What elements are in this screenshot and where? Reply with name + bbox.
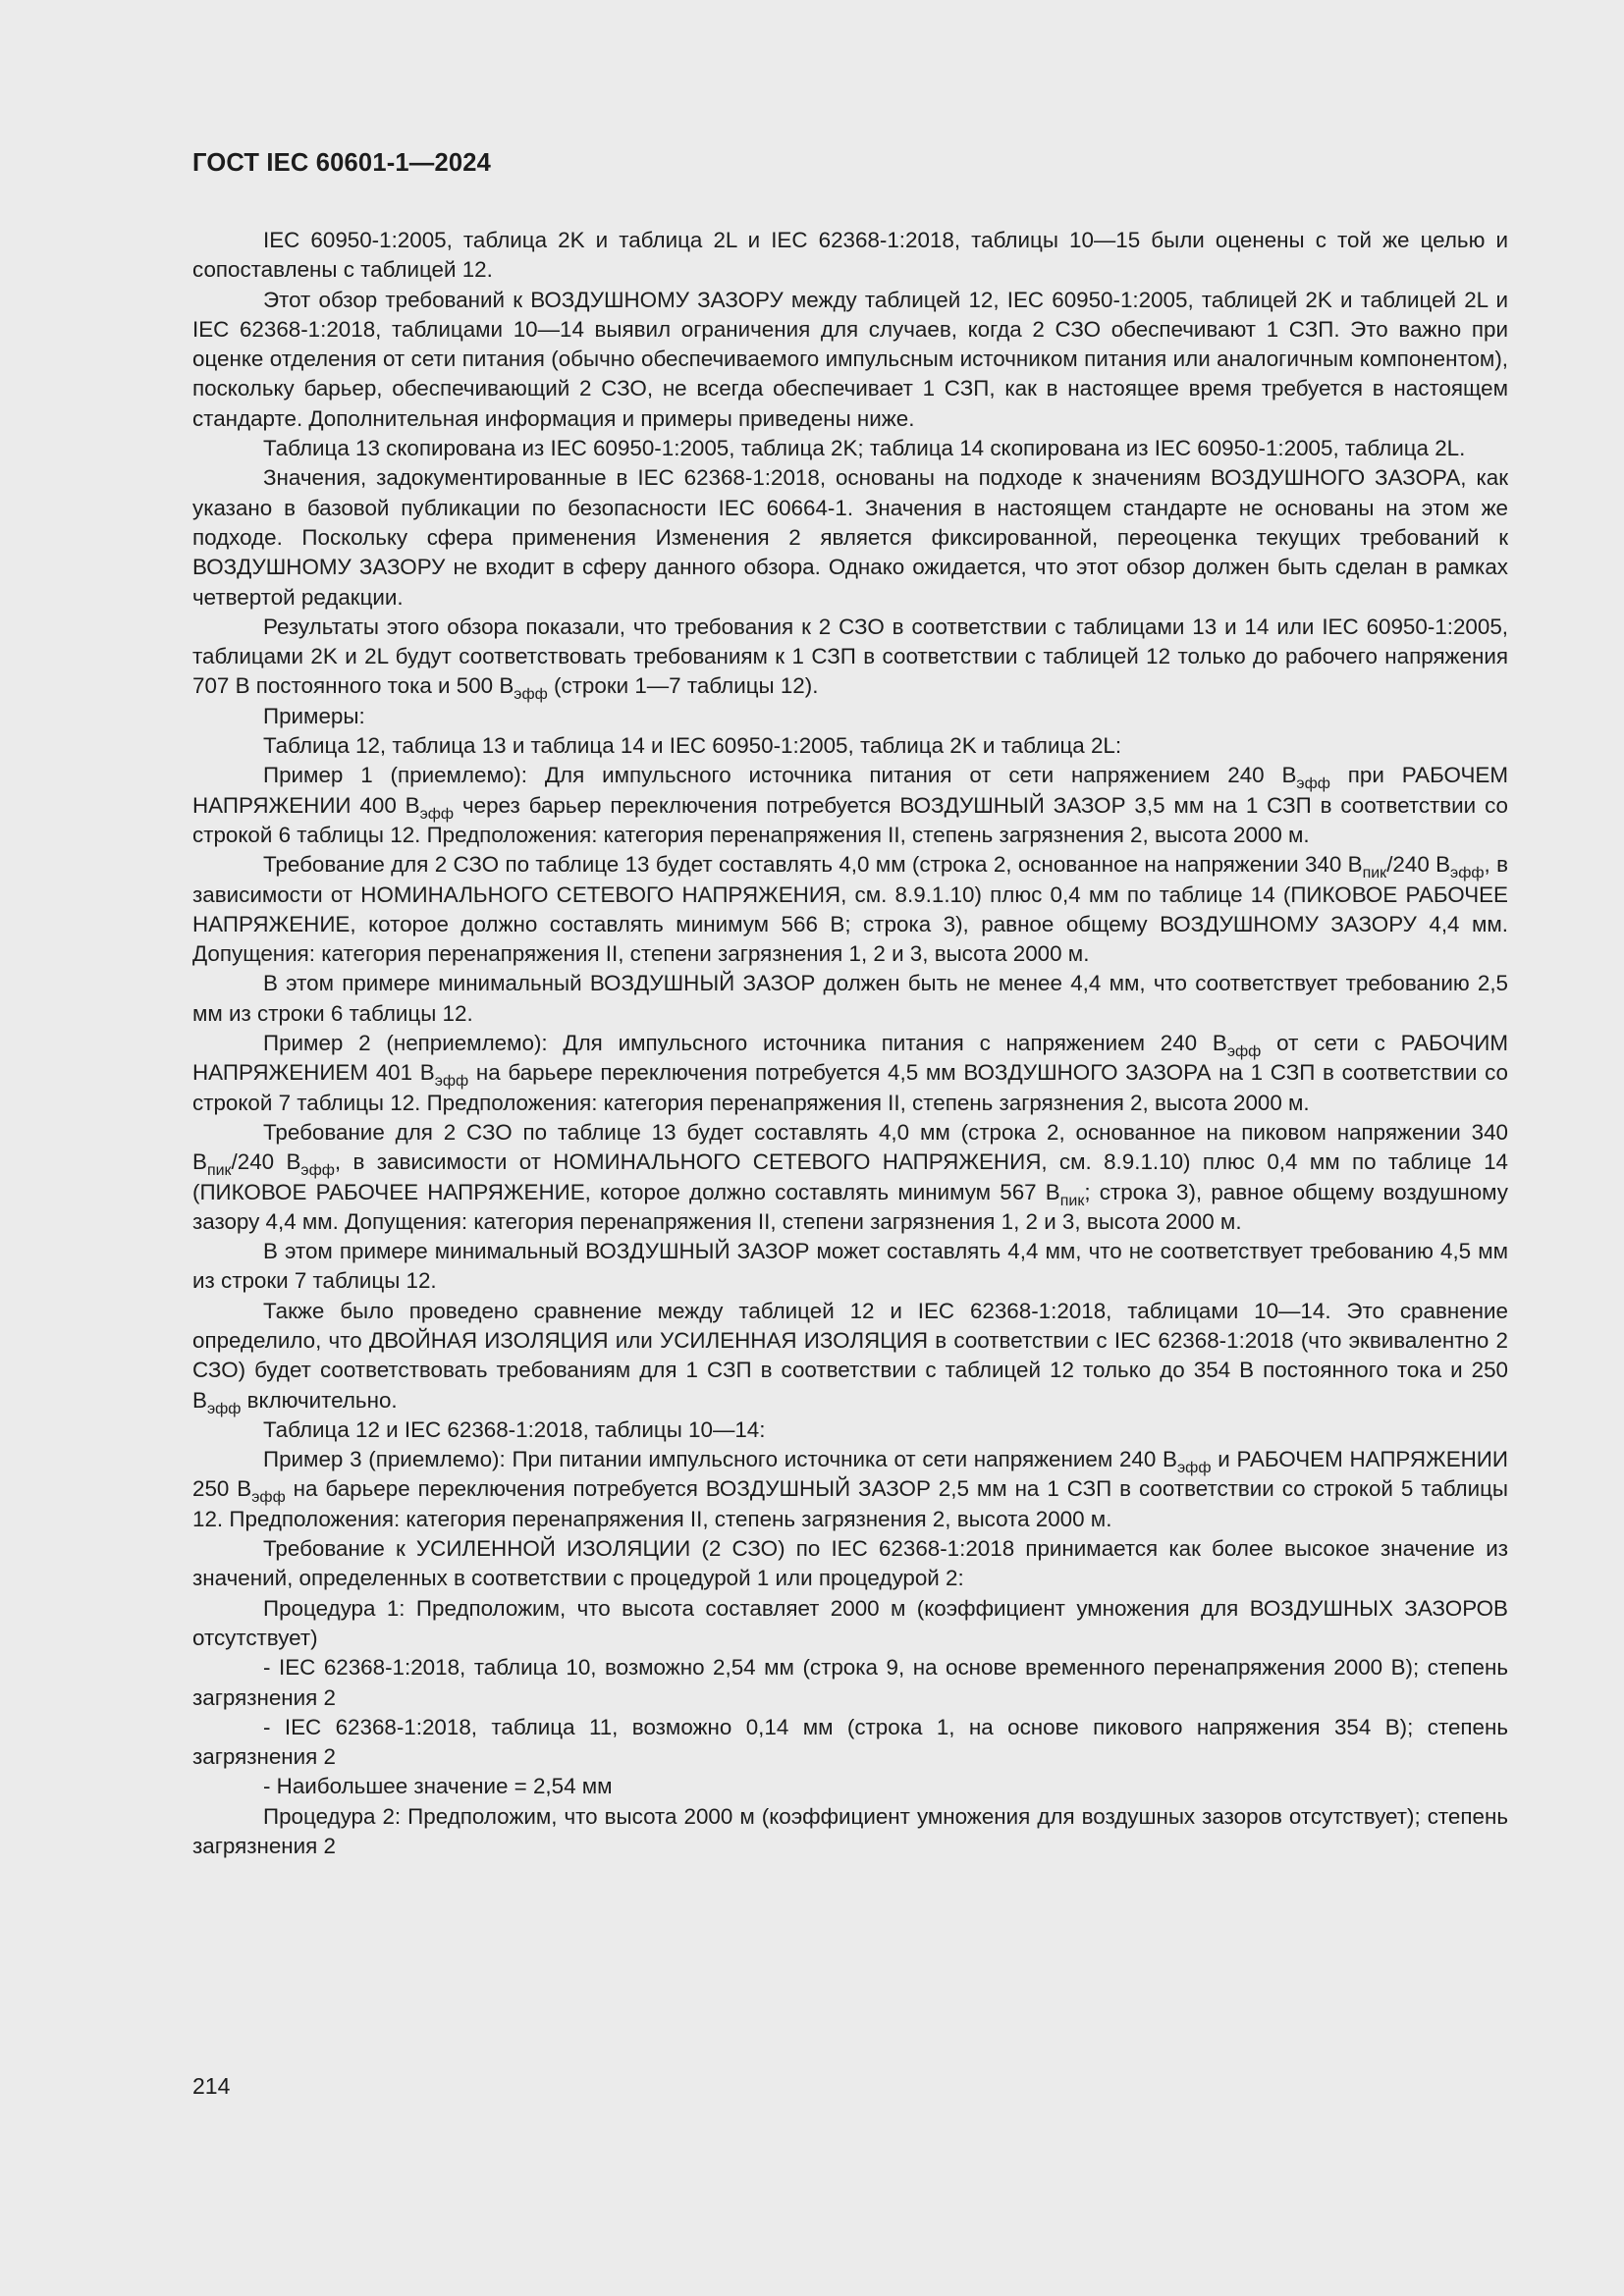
paragraph-text: Результаты этого обзора показали, что требования к 2 СЗО в соответствии с таблицами 13 и 14 или IEC 60950-1:2005, таблицами 2K и 2L будут соответствовать требованиям к 1 СЗП в соответствии с таблицей 12 только до рабочего напряжения 707 В постоянного тока и 500 В [192, 614, 1508, 699]
paragraph-text: , в зависимости от НОМИНАЛЬНОГО СЕТЕВОГО НАПРЯЖЕНИЯ, см. 8.9.1.10) плюс 0,4 мм по таблице 14 (ПИКОВОЕ РАБОЧЕЕ НАПРЯЖЕНИЕ, которое должно составлять минимум 566 В; строка 3), равное общему ВОЗДУШНОМУ ЗАЗОРУ 4,4 мм. Допущения: категория перенапряжения II, степени загрязнения 1, 2 и 3, высота 2000 м. [192, 852, 1509, 967]
body-paragraph [192, 731, 1508, 761]
paragraph-text: Пример 1 (приемлемо): Для импульсного источника питания от сети напряжением 240 В [263, 763, 1297, 788]
body-paragraph [192, 1029, 1508, 1118]
subscript-text: пик [1059, 1192, 1085, 1209]
subscript-text: эфф [434, 1073, 469, 1091]
subscript-text: эфф [1177, 1460, 1212, 1477]
subscript-text: пик [1362, 865, 1387, 882]
body-paragraph [192, 1534, 1508, 1594]
subscript-text: эфф [1226, 1043, 1262, 1061]
body-paragraph [192, 761, 1508, 850]
paragraph-text: /240 В [231, 1149, 301, 1175]
body-paragraph [192, 1772, 1508, 1801]
subscript-text: эфф [300, 1162, 335, 1180]
paragraph-text: и РАБОЧЕМ НАПРЯЖЕНИИ 250 В [192, 1447, 1508, 1502]
body-paragraph [192, 1297, 1508, 1415]
paragraph-text: Требование для 2 СЗО по таблице 13 будет составлять 4,0 мм (строка 2, основанное на напряжении 340 В [263, 852, 1363, 878]
body-paragraph [192, 850, 1508, 969]
subscript-text: эфф [514, 686, 548, 704]
paragraph-text: В этом примере минимальный ВОЗДУШНЫЙ ЗАЗОР должен быть не менее 4,4 мм, что соответствует требованию 2,5 мм из строки 6 таблицы 12. [192, 971, 1508, 1026]
paragraph-text: на барьере переключения потребуется 4,5 мм ВОЗДУШНОГО ЗАЗОРА на 1 СЗП в соответствии со строкой 7 таблицы 12. Предположения: категория перенапряжения II, степень загрязнения 2, высота 2000 м. [192, 1060, 1509, 1115]
paragraph-text: Требование к УСИЛЕННОЙ ИЗОЛЯЦИИ (2 СЗО) по IEC 62368-1:2018 принимается как более высокое значение из значений, определенных в соответствии с процедурой 1 или процедурой 2: [192, 1536, 1508, 1591]
paragraph-text: Пример 3 (приемлемо): При питании импульсного источника от сети напряжением 240 В [263, 1447, 1177, 1472]
paragraph-text: , в зависимости от НОМИНАЛЬНОГО СЕТЕВОГО НАПРЯЖЕНИЯ, см. 8.9.1.10) плюс 0,4 мм по таблице 14 (ПИКОВОЕ РАБОЧЕЕ НАПРЯЖЕНИЕ, которое должно составлять минимум 567 В [192, 1149, 1509, 1204]
paragraph-text: Примеры: [263, 703, 365, 728]
body-paragraph [192, 434, 1508, 463]
subscript-text: эфф [1450, 865, 1485, 882]
paragraph-text: (строки 1—7 таблицы 12). [547, 673, 819, 699]
body-paragraph [192, 1237, 1508, 1297]
body-paragraph [192, 286, 1508, 434]
paragraph-text: Таблица 12, таблица 13 и таблица 14 и IEC 60950-1:2005, таблица 2K и таблица 2L: [263, 733, 1122, 759]
paragraph-text: ; строка 3), равное общему воздушному зазору 4,4 мм. Допущения: категория перенапряжения II, степени загрязнения 1, 2 и 3, высота 2000 м. [192, 1179, 1508, 1234]
paragraph-text: Процедура 2: Предположим, что высота 2000 м (коэффициент умножения для воздушных зазоров отсутствует); степень загрязнения 2 [192, 1803, 1508, 1859]
body-paragraph [192, 613, 1508, 702]
paragraph-text: Пример 2 (неприемлемо): Для импульсного источника питания с напряжением 240 В [263, 1031, 1227, 1056]
subscript-text: эфф [1296, 775, 1330, 793]
document-body [192, 226, 1508, 1861]
paragraph-text: - IEC 62368-1:2018, таблица 10, возможно 2,54 мм (строка 9, на основе временного перенапряжения 2000 В); степень загрязнения 2 [192, 1655, 1508, 1710]
paragraph-text: В этом примере минимальный ВОЗДУШНЫЙ ЗАЗОР может составлять 4,4 мм, что не соответствует требованию 4,5 мм из строки 7 таблицы 12. [192, 1239, 1508, 1294]
paragraph-text: Значения, задокументированные в IEC 62368-1:2018, основаны на подходе к значениям ВОЗДУШНОГО ЗАЗОРА, как указано в базовой публикации по безопасности IEC 60664-1. Значения в настоящем стандарте не основаны на этом же подходе. Поскольку сфера применения Изменения 2 является фиксированной, переоценка текущих требований к ВОЗДУШНОМУ ЗАЗОРУ не входит в сферу данного обзора. Однако ожидается, что этот обзор должен быть сделан в рамках четвертой редакции. [192, 465, 1508, 610]
paragraph-text: - IEC 62368-1:2018, таблица 11, возможно 0,14 мм (строка 1, на основе пикового напряжения 354 В); степень загрязнения 2 [192, 1714, 1508, 1770]
paragraph-text: Также было проведено сравнение между таблицей 12 и IEC 62368-1:2018, таблицами 10—14. Это сравнение определило, что ДВОЙНАЯ ИЗОЛЯЦИЯ или УСИЛЕННАЯ ИЗОЛЯЦИЯ в соответствии с IEC 62368-1:2018 (что эквивалентно 2 СЗО) будет соответствовать требованиям для 1 СЗП в соответствии с таблицей 12 только до 354 В постоянного тока и 250 В [192, 1298, 1508, 1413]
body-paragraph [192, 1653, 1508, 1713]
body-paragraph [192, 1445, 1508, 1534]
paragraph-text: на барьере переключения потребуется ВОЗДУШНЫЙ ЗАЗОР 2,5 мм на 1 СЗП в соответствии со строкой 5 таблицы 12. Предположения: категория перенапряжения II, степень загрязнения 2, высота 2000 м. [192, 1476, 1508, 1531]
body-paragraph [192, 969, 1508, 1029]
body-paragraph [192, 1415, 1508, 1445]
subscript-text: эфф [419, 805, 455, 823]
paragraph-text: Требование для 2 СЗО по таблице 13 будет составлять 4,0 мм (строка 2, основанное на пиковом напряжении 340 В [192, 1119, 1508, 1175]
paragraph-text: включительно. [241, 1387, 398, 1413]
paragraph-text: от сети с РАБОЧИМ НАПРЯЖЕНИЕМ 401 В [192, 1031, 1508, 1086]
paragraph-text: при РАБОЧЕМ НАПРЯЖЕНИИ 400 В [192, 763, 1508, 818]
body-paragraph [192, 1802, 1508, 1862]
body-paragraph [192, 1594, 1508, 1654]
paragraph-text: Таблица 12 и IEC 62368-1:2018, таблицы 10—14: [263, 1416, 766, 1442]
paragraph-text: /240 В [1386, 852, 1451, 878]
paragraph-text: IEC 60950-1:2005, таблица 2K и таблица 2L и IEC 62368-1:2018, таблицы 10—15 были оценены с той же целью и сопоставлены с таблицей 12. [192, 228, 1508, 283]
paragraph-text: Процедура 1: Предположим, что высота составляет 2000 м (коэффициент умножения для ВОЗДУШНЫХ ЗАЗОРОВ отсутствует) [192, 1595, 1508, 1650]
paragraph-text: Этот обзор требований к ВОЗДУШНОМУ ЗАЗОРУ между таблицей 12, IEC 60950-1:2005, таблицей 2K и таблицей 2L и IEC 62368-1:2018, таблицами 10—14 выявил ограничения для случаев, когда 2 СЗО обеспечивают 1 СЗП. Это важно при оценке отделения от сети питания (обычно обеспечиваемого импульсным источником питания или аналогичным компонентом), поскольку барьер, обеспечивающий 2 СЗО, не всегда обеспечивает 1 СЗП, как в настоящее время требуется в настоящем стандарте. Дополнительная информация и примеры приведены ниже. [192, 287, 1508, 431]
paragraph-text: через барьер переключения потребуется ВОЗДУШНЫЙ ЗАЗОР 3,5 мм на 1 СЗП в соответствии со строкой 6 таблицы 12. Предположения: категория перенапряжения II, степень загрязнения 2, высота 2000 м. [192, 792, 1508, 847]
subscript-text: эфф [206, 1400, 242, 1417]
body-paragraph [192, 463, 1508, 612]
paragraph-text: - Наибольшее значение = 2,54 мм [263, 1774, 613, 1799]
paragraph-text: Таблица 13 скопирована из IEC 60950-1:2005, таблица 2K; таблица 14 скопирована из IEC 60950-1:2005, таблица 2L. [263, 436, 1466, 461]
body-paragraph [192, 1713, 1508, 1773]
page-number: 214 [192, 2073, 231, 2099]
body-paragraph [192, 226, 1508, 286]
subscript-text: эфф [251, 1489, 286, 1507]
body-paragraph [192, 702, 1508, 731]
subscript-text: пик [206, 1162, 232, 1180]
body-paragraph [192, 1118, 1508, 1237]
document-header: ГОСТ IEC 60601-1—2024 [192, 149, 491, 177]
